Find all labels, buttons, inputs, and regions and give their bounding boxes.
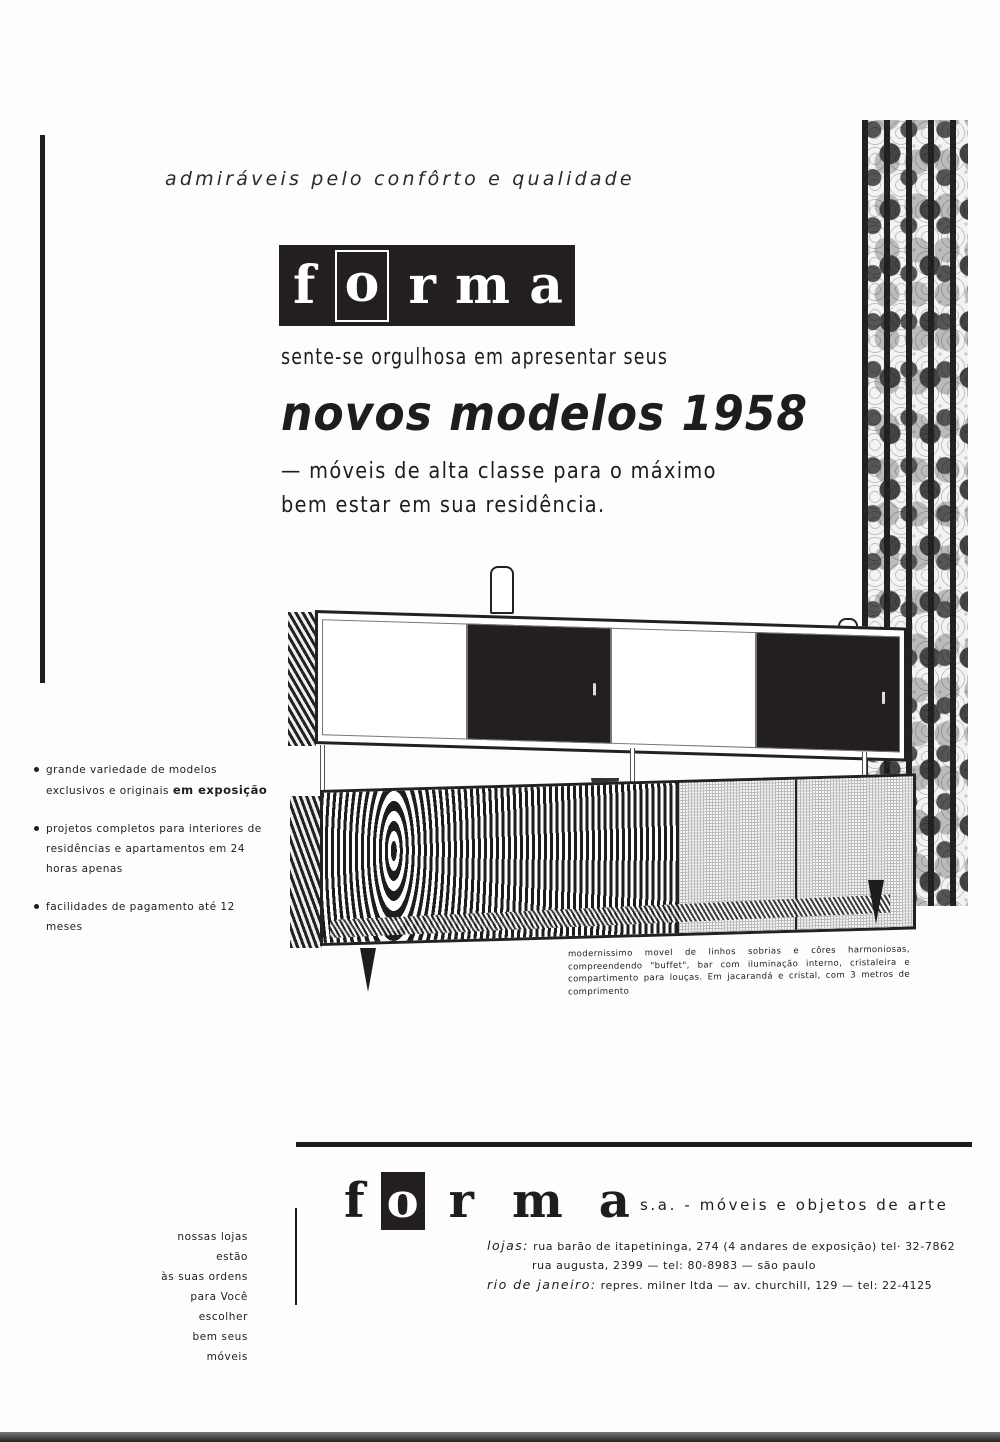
logo-letter: m <box>455 254 511 316</box>
page-edge-shadow <box>0 1432 1000 1442</box>
feature-item: projetos completos para interiores de residências e apartamentos em 24 horas apenas <box>32 819 272 879</box>
support-post <box>320 745 325 795</box>
footer-rule <box>296 1142 972 1147</box>
vase-image <box>490 566 514 614</box>
subline-line-2: bem estar em sua residência. <box>281 493 606 518</box>
logo-letter: r <box>408 254 436 316</box>
logo-letter: m <box>511 1173 561 1229</box>
address-line: rio de janeiro: repres. milner ltda — av. churchill, 129 — tel: 22-4125 <box>487 1277 933 1292</box>
sideboard-side-panel <box>290 796 322 948</box>
forma-footer-logo <box>344 1172 630 1230</box>
feature-list <box>32 760 272 955</box>
stores-note: nossas lojas estão às suas ordens para Você escolher bem seus móveis <box>161 1231 248 1363</box>
forma-logo <box>279 245 575 326</box>
logo-letter: r <box>448 1173 474 1229</box>
logo-letter: f <box>293 254 316 316</box>
feature-emphasis: em exposição <box>172 783 268 797</box>
company-subtitle: s.a. - móveis e objetos de arte <box>640 1196 949 1214</box>
lojas-label: lojas: <box>487 1238 529 1253</box>
address-line: lojas: rua barão de itapetininga, 274 (4 andares de exposição) tel· 32-7862 <box>487 1238 956 1253</box>
logo-letter: a <box>529 254 563 316</box>
logo-letter-boxed: o <box>381 1172 425 1230</box>
intro-text: sente-se orgulhosa em apresentar seus <box>281 345 669 370</box>
cabinet-side-panel <box>288 612 316 746</box>
sideboard-leg <box>360 948 376 992</box>
logo-letter: a <box>598 1173 630 1229</box>
footer-vertical-rule <box>295 1208 297 1305</box>
address-line: rua augusta, 2399 — tel: 80-8983 — são paulo <box>532 1259 817 1272</box>
subline <box>281 455 717 523</box>
feature-item: facilidades de pagamento até 12 meses <box>32 897 272 937</box>
tagline: admiráveis pelo confôrto e qualidade <box>165 168 635 190</box>
cabinet-door <box>467 623 612 743</box>
logo-letter: f <box>344 1173 365 1229</box>
cabinet-door <box>611 628 756 748</box>
subline-line-1: — móveis de alta classe para o máximo <box>281 459 717 484</box>
feature-item: grande variedade de modelos exclusivos e originais em exposição <box>32 760 272 801</box>
left-vertical-rule <box>40 135 45 683</box>
headline: novos modelos 1958 <box>281 386 809 442</box>
store-addresses <box>487 1236 955 1295</box>
logo-letter-boxed: o <box>335 250 390 322</box>
cabinet-door <box>756 632 901 752</box>
rio-label: rio de janeiro: <box>487 1277 597 1292</box>
sideboard-leg <box>868 880 884 924</box>
cabinet-door <box>322 619 467 739</box>
illustration-caption: modernissimo movel de linhos sobrias e côres harmoniosas, compreendendo "buffet", bar com iluminação interno, cristaleira e compartimento para louças. Em jacarandá e cristal, com 3 metros de comprimento <box>568 944 910 997</box>
wall-cabinet-image <box>315 610 907 762</box>
